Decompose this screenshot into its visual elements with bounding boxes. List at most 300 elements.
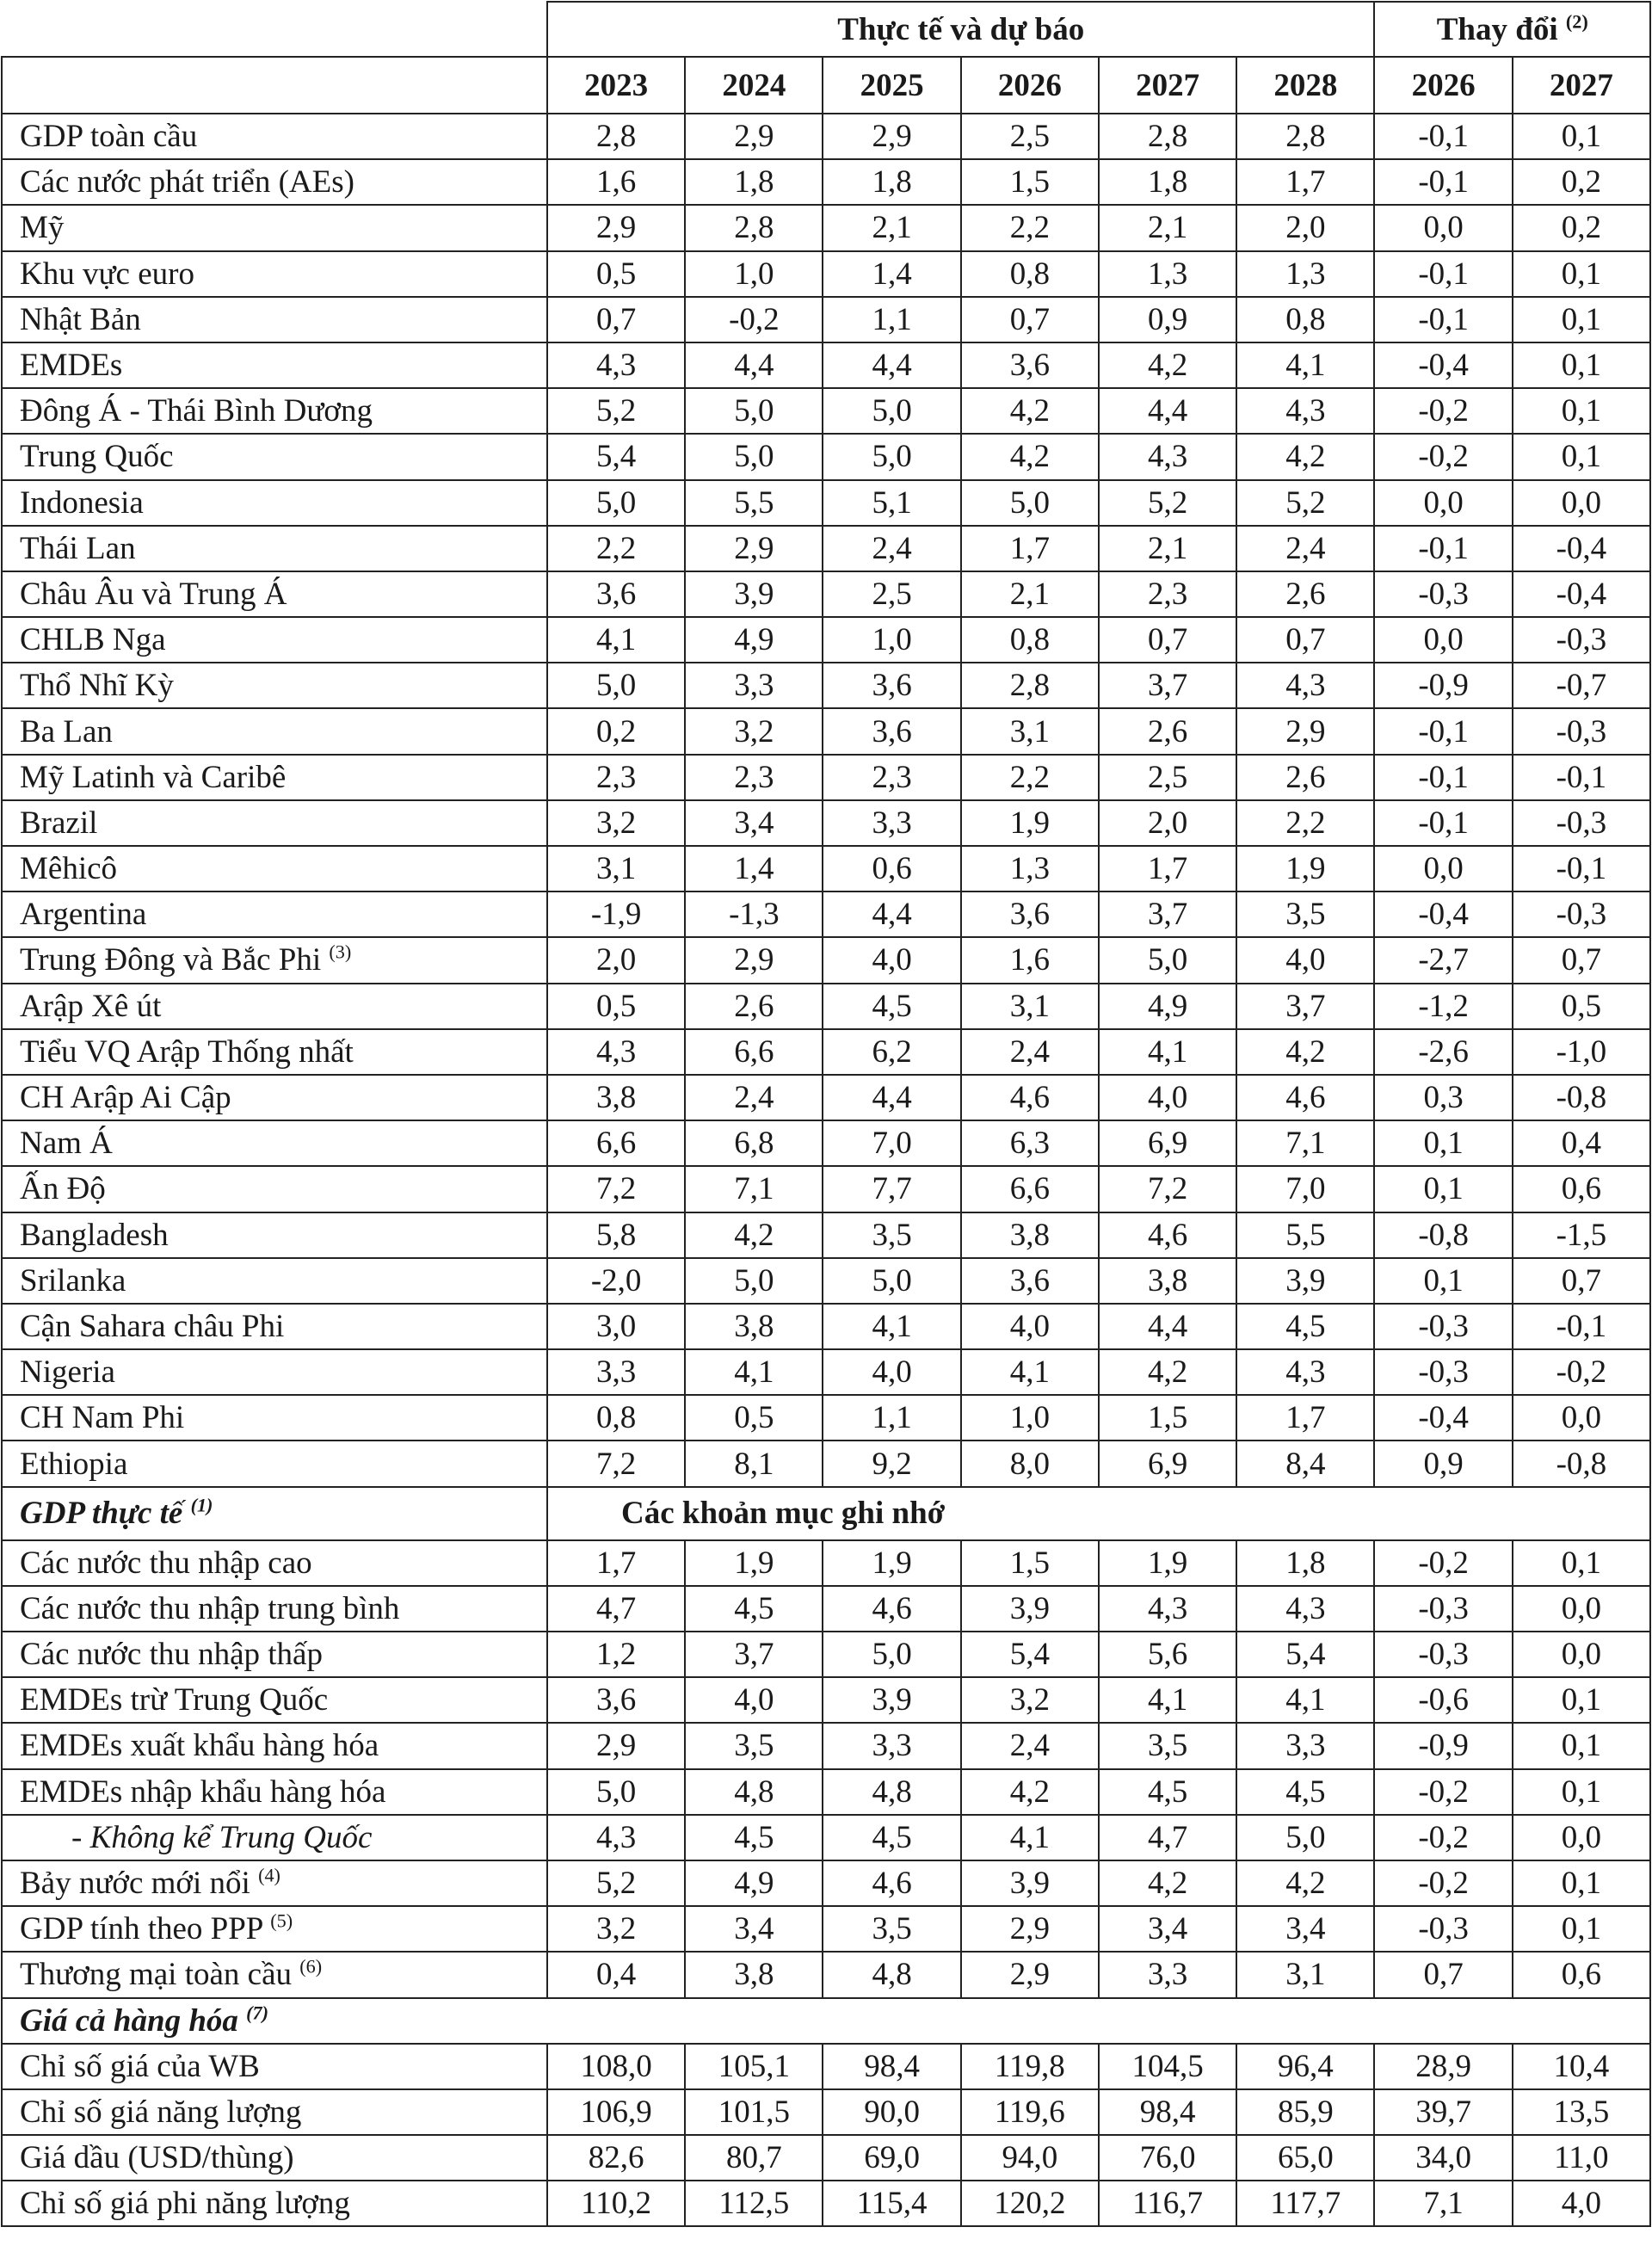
value-cell: 4,2 (1236, 434, 1374, 479)
value-cell: 3,3 (547, 1349, 685, 1395)
change-cell: 0,1 (1513, 114, 1650, 159)
value-cell: 4,0 (961, 1304, 1099, 1349)
value-cell: 2,8 (547, 114, 685, 159)
change-cell: -0,1 (1374, 755, 1512, 800)
value-cell: 101,5 (685, 2089, 823, 2135)
value-cell: 4,3 (1236, 388, 1374, 434)
value-cell: 2,4 (1236, 526, 1374, 571)
row-label-text: Trung Quốc (20, 439, 174, 475)
value-cell: 4,2 (685, 1212, 823, 1258)
value-cell: 4,5 (1099, 1769, 1236, 1815)
change-cell: 0,7 (1513, 937, 1650, 983)
memo-section-row (2, 1487, 1650, 1540)
value-cell: 82,6 (547, 2135, 685, 2181)
value-cell: 2,1 (1099, 526, 1236, 571)
row-label-text: Trung Đông và Bắc Phi (20, 942, 322, 978)
table-row (2, 434, 1650, 479)
value-cell: 0,6 (823, 846, 960, 891)
value-cell: 3,3 (1236, 1723, 1374, 1768)
change-cell: -0,8 (1513, 1075, 1650, 1120)
value-cell: 1,5 (961, 159, 1099, 205)
value-cell: 1,1 (823, 297, 960, 342)
value-cell: 5,2 (1099, 480, 1236, 526)
value-cell: 76,0 (1099, 2135, 1236, 2181)
table-row (2, 1258, 1650, 1304)
value-cell: 3,5 (685, 1723, 823, 1768)
table-row (2, 617, 1650, 663)
value-cell: 5,1 (823, 480, 960, 526)
row-label-text: Các nước thu nhập cao (20, 1545, 312, 1581)
value-cell: 1,4 (823, 251, 960, 297)
value-cell: 4,3 (1236, 1586, 1374, 1632)
change-cell: 0,1 (1513, 388, 1650, 434)
change-cell: 0,1 (1513, 1906, 1650, 1952)
value-cell: 4,5 (823, 984, 960, 1029)
row-label-text: Srilanka (20, 1262, 126, 1299)
table-row (2, 571, 1650, 617)
value-cell: 7,7 (823, 1166, 960, 1212)
value-cell: 6,8 (685, 1120, 823, 1166)
value-cell: 1,0 (961, 1395, 1099, 1441)
change-cell: -0,1 (1513, 846, 1650, 891)
commodity-section-label-text: Giá cả hàng hóa (20, 2002, 238, 2039)
table-row (2, 1586, 1650, 1632)
table-row (2, 2135, 1650, 2181)
value-cell: 104,5 (1099, 2044, 1236, 2089)
value-cell: 2,2 (547, 526, 685, 571)
row-label (2, 891, 547, 937)
value-cell: 4,7 (547, 1586, 685, 1632)
value-cell: 2,5 (1099, 755, 1236, 800)
value-cell: 2,9 (547, 1723, 685, 1768)
header-year: 2024 (685, 57, 823, 114)
row-label (2, 1120, 547, 1166)
row-label-text: CHLB Nga (20, 622, 166, 658)
value-cell: 6,6 (685, 1029, 823, 1075)
row-label (2, 1906, 547, 1952)
table-row (2, 1952, 1650, 1997)
change-cell: -0,8 (1513, 1441, 1650, 1486)
change-cell: -0,3 (1374, 1632, 1512, 1677)
change-cell: -0,2 (1374, 1540, 1512, 1586)
row-label (2, 1075, 547, 1120)
change-cell: -0,3 (1513, 617, 1650, 663)
change-cell: -0,3 (1513, 800, 1650, 846)
row-label-text: Chỉ số giá của WB (20, 2048, 260, 2084)
value-cell: 3,6 (547, 1677, 685, 1723)
table-row (2, 663, 1650, 708)
value-cell: 4,6 (823, 1860, 960, 1906)
row-label (2, 708, 547, 754)
value-cell: 2,8 (1236, 114, 1374, 159)
header-year: 2028 (1236, 57, 1374, 114)
value-cell: 3,4 (1236, 1906, 1374, 1952)
value-cell: 5,0 (1099, 937, 1236, 983)
table-row (2, 526, 1650, 571)
row-label (2, 937, 547, 983)
value-cell: 0,5 (547, 984, 685, 1029)
change-cell: -0,3 (1374, 571, 1512, 617)
change-cell: -0,4 (1374, 1395, 1512, 1441)
value-cell: 4,1 (1099, 1677, 1236, 1723)
value-cell: 5,0 (685, 434, 823, 479)
row-label (2, 342, 547, 388)
change-cell: 0,0 (1374, 846, 1512, 891)
value-cell: -1,3 (685, 891, 823, 937)
value-cell: 4,1 (1099, 1029, 1236, 1075)
value-cell: 3,9 (961, 1586, 1099, 1632)
value-cell: 4,2 (961, 434, 1099, 479)
table-row (2, 2089, 1650, 2135)
header-year: 2025 (823, 57, 960, 114)
table-row (2, 891, 1650, 937)
value-cell: 1,7 (547, 1540, 685, 1586)
row-label (2, 755, 547, 800)
row-label-text: EMDEs xuất khẩu hàng hóa (20, 1728, 379, 1764)
row-label-text: Ấn Độ (20, 1171, 106, 1207)
value-cell: 9,2 (823, 1441, 960, 1486)
value-cell: 2,8 (685, 205, 823, 250)
value-cell: 5,0 (823, 434, 960, 479)
value-cell: 5,0 (685, 388, 823, 434)
change-cell: -0,9 (1374, 1723, 1512, 1768)
change-cell: 0,9 (1374, 1441, 1512, 1486)
row-label (2, 571, 547, 617)
table-row (2, 297, 1650, 342)
value-cell: 3,8 (685, 1304, 823, 1349)
row-label (2, 205, 547, 250)
change-cell: -2,6 (1374, 1029, 1512, 1075)
value-cell: 2,4 (823, 526, 960, 571)
row-label (2, 1723, 547, 1768)
value-cell: 3,0 (547, 1304, 685, 1349)
value-cell: 0,4 (547, 1952, 685, 1997)
change-cell: 10,4 (1513, 2044, 1650, 2089)
value-cell: 8,0 (961, 1441, 1099, 1486)
row-label (2, 617, 547, 663)
value-cell: 4,8 (823, 1952, 960, 1997)
value-cell: -2,0 (547, 1258, 685, 1304)
value-cell: 69,0 (823, 2135, 960, 2181)
table-row (2, 1304, 1650, 1349)
change-cell: 0,1 (1374, 1258, 1512, 1304)
change-cell: 0,0 (1374, 205, 1512, 250)
value-cell: 4,4 (1099, 1304, 1236, 1349)
table-row (2, 1540, 1650, 1586)
value-cell: 5,4 (547, 434, 685, 479)
value-cell: 4,0 (823, 937, 960, 983)
value-cell: 1,7 (1236, 1395, 1374, 1441)
value-cell: 2,2 (961, 205, 1099, 250)
value-cell: 5,5 (685, 480, 823, 526)
value-cell: 1,7 (961, 526, 1099, 571)
change-cell: -0,1 (1513, 755, 1650, 800)
table-row (2, 1860, 1650, 1906)
value-cell: 4,2 (1236, 1029, 1374, 1075)
value-cell: 3,8 (547, 1075, 685, 1120)
value-cell: 80,7 (685, 2135, 823, 2181)
value-cell: 8,4 (1236, 1441, 1374, 1486)
change-cell: -0,1 (1374, 114, 1512, 159)
row-label (2, 1441, 547, 1486)
row-label-text: Ethiopia (20, 1446, 128, 1482)
memo-section-label-text: GDP thực tế (20, 1496, 183, 1532)
row-label-text: Tiểu VQ Arập Thống nhất (20, 1033, 354, 1070)
change-cell: -0,1 (1374, 526, 1512, 571)
value-cell: 1,5 (1099, 1395, 1236, 1441)
header-label-cell (2, 57, 547, 114)
value-cell: 1,1 (823, 1395, 960, 1441)
change-cell: 0,0 (1513, 480, 1650, 526)
value-cell: 3,4 (685, 800, 823, 846)
value-cell: 2,9 (685, 526, 823, 571)
value-cell: 2,3 (823, 755, 960, 800)
value-cell: 65,0 (1236, 2135, 1374, 2181)
value-cell: 4,0 (1099, 1075, 1236, 1120)
change-cell: 0,1 (1374, 1166, 1512, 1212)
row-label (2, 1677, 547, 1723)
change-cell: -0,8 (1374, 1212, 1512, 1258)
header-change-year: 2027 (1513, 57, 1650, 114)
value-cell: -0,2 (685, 297, 823, 342)
value-cell: 4,1 (1236, 342, 1374, 388)
value-cell: 5,4 (1236, 1632, 1374, 1677)
value-cell: 8,1 (685, 1441, 823, 1486)
value-cell: 4,1 (547, 617, 685, 663)
table-row (2, 1632, 1650, 1677)
value-cell: 0,5 (547, 251, 685, 297)
row-label-text: Ba Lan (20, 713, 113, 750)
row-label (2, 2135, 547, 2181)
table-row (2, 755, 1650, 800)
change-cell: 4,0 (1513, 2181, 1650, 2226)
value-cell: 4,6 (1236, 1075, 1374, 1120)
value-cell: 85,9 (1236, 2089, 1374, 2135)
row-label-text: Chỉ số giá phi năng lượng (20, 2186, 350, 2222)
value-cell: 4,5 (1236, 1769, 1374, 1815)
value-cell: 1,2 (547, 1632, 685, 1677)
value-cell: 5,2 (547, 1860, 685, 1906)
header-row-years (2, 57, 1650, 114)
change-cell: 0,6 (1513, 1952, 1650, 1997)
memo-section-title: Các khoản mục ghi nhớ (547, 1487, 1650, 1540)
value-cell: 4,1 (961, 1349, 1099, 1395)
footnote-ref: (5) (270, 1909, 293, 1932)
row-label-text: Indonesia (20, 484, 144, 521)
value-cell: 105,1 (685, 2044, 823, 2089)
change-cell: -0,9 (1374, 663, 1512, 708)
table-row (2, 1349, 1650, 1395)
value-cell: 6,9 (1099, 1120, 1236, 1166)
value-cell: 3,9 (685, 571, 823, 617)
change-cell: 0,1 (1513, 1769, 1650, 1815)
header-year: 2026 (961, 57, 1099, 114)
value-cell: 119,8 (961, 2044, 1099, 2089)
value-cell: 0,2 (547, 708, 685, 754)
value-cell: 119,6 (961, 2089, 1099, 2135)
value-cell: 3,5 (823, 1906, 960, 1952)
row-label-text: Đông Á - Thái Bình Dương (20, 393, 373, 429)
row-label (2, 1769, 547, 1815)
row-label (2, 1860, 547, 1906)
change-cell: -0,1 (1513, 1304, 1650, 1349)
value-cell: 1,9 (1236, 846, 1374, 891)
change-cell: -0,3 (1374, 1304, 1512, 1349)
change-cell: -0,2 (1374, 388, 1512, 434)
value-cell: 5,0 (961, 480, 1099, 526)
value-cell: 0,7 (961, 297, 1099, 342)
value-cell: 5,0 (547, 1769, 685, 1815)
value-cell: 4,6 (1099, 1212, 1236, 1258)
value-cell: 3,8 (961, 1212, 1099, 1258)
row-label-text: Cận Sahara châu Phi (20, 1308, 285, 1344)
value-cell: 2,3 (1099, 571, 1236, 617)
change-cell: -0,7 (1513, 663, 1650, 708)
value-cell: 4,5 (1236, 1304, 1374, 1349)
row-label (2, 251, 547, 297)
value-cell: 4,2 (1099, 1349, 1236, 1395)
value-cell: 4,1 (685, 1349, 823, 1395)
value-cell: 4,2 (1099, 342, 1236, 388)
value-cell: 7,2 (547, 1441, 685, 1486)
value-cell: 4,9 (685, 617, 823, 663)
value-cell: 117,7 (1236, 2181, 1374, 2226)
value-cell: 3,6 (823, 663, 960, 708)
table-row (2, 388, 1650, 434)
table-row (2, 984, 1650, 1029)
row-label-text: - Không kể Trung Quốc (71, 1819, 373, 1855)
value-cell: 2,9 (961, 1906, 1099, 1952)
value-cell: 2,8 (1099, 114, 1236, 159)
value-cell: 0,8 (961, 617, 1099, 663)
row-label-text: CH Nam Phi (20, 1400, 185, 1436)
row-label-text: Mỹ (20, 210, 65, 246)
value-cell: 3,9 (823, 1677, 960, 1723)
value-cell: 108,0 (547, 2044, 685, 2089)
footnote-ref: (1) (190, 1494, 213, 1516)
value-cell: 3,6 (823, 708, 960, 754)
value-cell: 7,2 (547, 1166, 685, 1212)
value-cell: 1,8 (1099, 159, 1236, 205)
value-cell: 90,0 (823, 2089, 960, 2135)
change-cell: 0,2 (1513, 159, 1650, 205)
value-cell: 2,0 (1236, 205, 1374, 250)
value-cell: 4,1 (1236, 1677, 1374, 1723)
change-cell: -0,4 (1513, 526, 1650, 571)
commodity-section-row (2, 1998, 1650, 2044)
row-label (2, 1632, 547, 1677)
row-label-text: Khu vực euro (20, 256, 194, 292)
row-label-text: EMDEs trừ Trung Quốc (20, 1682, 329, 1718)
value-cell: 5,2 (547, 388, 685, 434)
value-cell: 3,6 (961, 1258, 1099, 1304)
value-cell: 2,6 (1236, 755, 1374, 800)
value-cell: 3,1 (961, 984, 1099, 1029)
value-cell: 98,4 (823, 2044, 960, 2089)
change-cell: 0,7 (1374, 1952, 1512, 1997)
row-label (2, 800, 547, 846)
change-cell: -0,2 (1374, 1769, 1512, 1815)
value-cell: 5,0 (1236, 1815, 1374, 1860)
value-cell: 3,9 (961, 1860, 1099, 1906)
value-cell: 3,4 (685, 1906, 823, 1952)
value-cell: 3,7 (685, 1632, 823, 1677)
value-cell: 4,4 (823, 342, 960, 388)
value-cell: 2,2 (961, 755, 1099, 800)
value-cell: 6,2 (823, 1029, 960, 1075)
row-label (2, 2181, 547, 2226)
value-cell: 110,2 (547, 2181, 685, 2226)
change-cell: 0,1 (1513, 297, 1650, 342)
header-group-change-note: (2) (1565, 10, 1588, 33)
row-label-text: GDP toàn cầu (20, 119, 198, 155)
value-cell: 3,3 (823, 800, 960, 846)
table-row (2, 114, 1650, 159)
row-label-text: Các nước phát triển (AEs) (20, 164, 354, 201)
value-cell: 4,1 (823, 1304, 960, 1349)
table-row (2, 1769, 1650, 1815)
change-cell: 0,4 (1513, 1120, 1650, 1166)
value-cell: 4,6 (823, 1586, 960, 1632)
row-label (2, 984, 547, 1029)
value-cell: 3,2 (961, 1677, 1099, 1723)
change-cell: -0,3 (1374, 1906, 1512, 1952)
value-cell: 4,8 (685, 1769, 823, 1815)
change-cell: 0,1 (1374, 1120, 1512, 1166)
value-cell: 1,7 (1236, 159, 1374, 205)
row-label (2, 480, 547, 526)
value-cell: 7,0 (823, 1120, 960, 1166)
row-label-text: Arập Xê út (20, 988, 162, 1024)
value-cell: 2,9 (685, 114, 823, 159)
value-cell: 5,0 (685, 1258, 823, 1304)
value-cell: 2,2 (1236, 800, 1374, 846)
change-cell: -0,4 (1374, 891, 1512, 937)
table-row (2, 2044, 1650, 2089)
value-cell: 1,9 (1099, 1540, 1236, 1586)
row-label (2, 663, 547, 708)
value-cell: 116,7 (1099, 2181, 1236, 2226)
table-row (2, 1120, 1650, 1166)
value-cell: 0,8 (547, 1395, 685, 1441)
value-cell: 6,6 (961, 1166, 1099, 1212)
value-cell: 0,8 (1236, 297, 1374, 342)
change-cell: 0,1 (1513, 251, 1650, 297)
row-label-text: Nam Á (20, 1126, 113, 1162)
value-cell: 3,6 (961, 891, 1099, 937)
row-label (2, 434, 547, 479)
change-cell: 0,1 (1513, 1723, 1650, 1768)
value-cell: 5,0 (547, 480, 685, 526)
value-cell: 4,3 (1099, 1586, 1236, 1632)
row-label (2, 1395, 547, 1441)
row-label (2, 1540, 547, 1586)
row-label (2, 1349, 547, 1395)
value-cell: 3,3 (685, 663, 823, 708)
value-cell: 2,1 (1099, 205, 1236, 250)
row-label-text: EMDEs (20, 348, 123, 384)
value-cell: 3,1 (547, 846, 685, 891)
value-cell: 3,2 (547, 800, 685, 846)
value-cell: 3,7 (1236, 984, 1374, 1029)
value-cell: 4,5 (685, 1586, 823, 1632)
value-cell: 3,4 (1099, 1906, 1236, 1952)
value-cell: 6,3 (961, 1120, 1099, 1166)
value-cell: 1,8 (1236, 1540, 1374, 1586)
value-cell: 2,9 (547, 205, 685, 250)
value-cell: 3,9 (1236, 1258, 1374, 1304)
change-cell: 7,1 (1374, 2181, 1512, 2226)
